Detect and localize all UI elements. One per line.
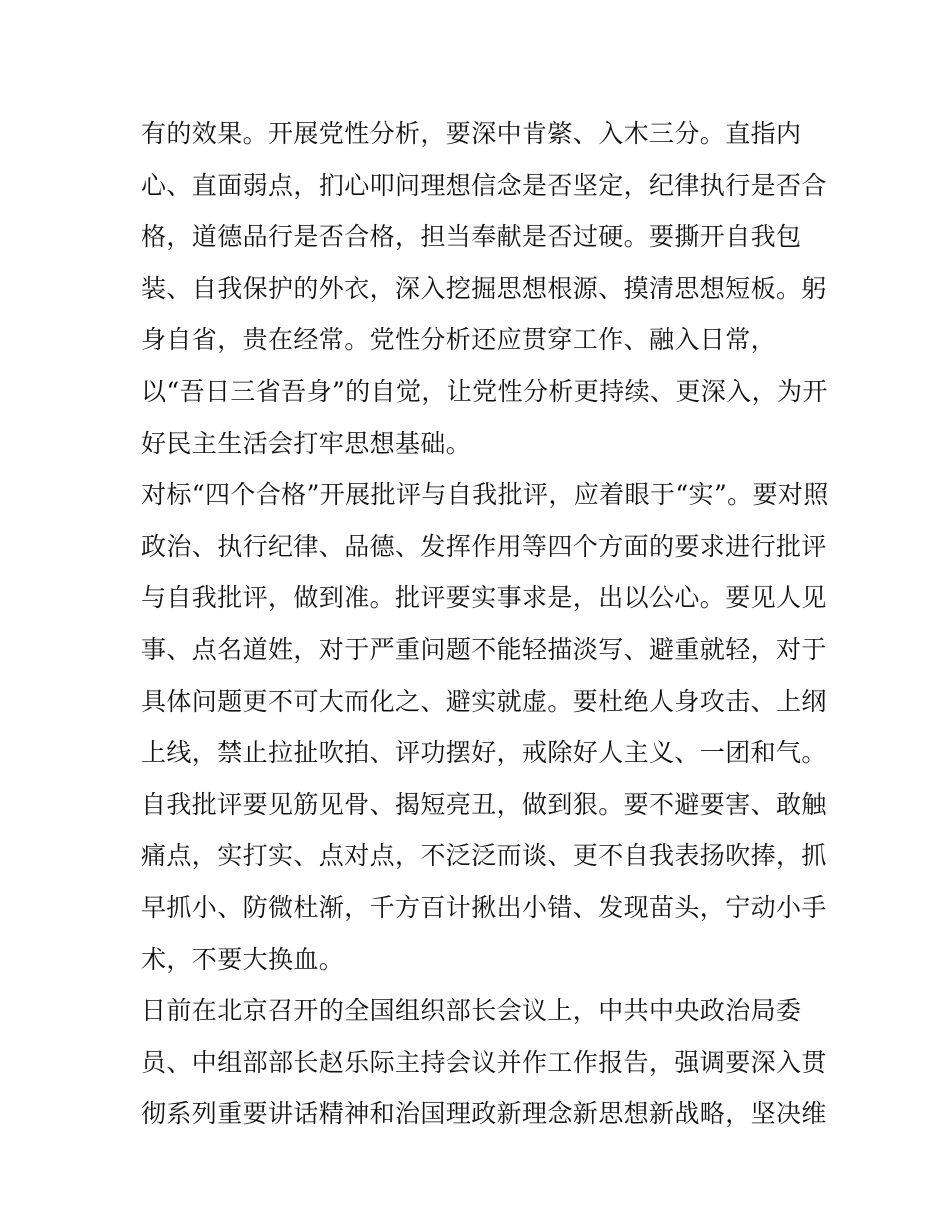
- text-line: 格，道德品行是否合格，担当奉献是否过硬。要撕开自我包: [141, 222, 802, 252]
- text-line: 早抓小、防微杜渐，千方百计揪出小错、发现苗头，宁动小手: [141, 892, 827, 922]
- text-line: 有的效果。开展党性分析，要深中肯綮、入木三分。直指内: [141, 119, 802, 148]
- text-line: 自我批评要见筋见骨、揭短亮丑，做到狠。要不避要害、敢触: [141, 789, 827, 819]
- text-line: 日前在北京召开的全国组织部长会议上，中共中央政治局委: [141, 996, 802, 1026]
- text-line: 彻系列重要讲话精神和治国理政新理念新思想新战略，坚决维: [141, 1099, 827, 1129]
- text-line: 具体问题更不可大而化之、避实就虚。要杜绝人身攻击、上纲: [141, 686, 827, 716]
- text-line: 政治、执行纪律、品德、发挥作用等四个方面的要求进行批评: [141, 531, 827, 561]
- text-line: 心、直面弱点，扪心叩问理想信念是否坚定，纪律执行是否合: [141, 170, 827, 200]
- text-line: 痛点，实打实、点对点，不泛泛而谈、更不自我表扬吹捧，抓: [141, 841, 827, 871]
- text-line: 上线，禁止拉扯吹拍、评功摆好，戒除好人主义、一团和气。: [141, 738, 827, 768]
- text-line: 术，不要大换血。: [141, 944, 345, 974]
- text-line: 员、中组部部长赵乐际主持会议并作工作报告，强调要深入贯: [141, 1047, 827, 1077]
- text-line: 事、点名道姓，对于严重问题不能轻描淡写、避重就轻，对于: [141, 634, 827, 664]
- text-line: 装、自我保护的外衣，深入挖掘思想根源、摸清思想短板。躬: [141, 273, 827, 303]
- text-line: 好民主生活会打牢思想基础。: [141, 428, 472, 458]
- text-line: 以“吾日三省吾身”的自觉，让党性分析更持续、更深入，为开: [141, 376, 828, 406]
- text-line: 与自我批评，做到准。批评要实事求是，出以公心。要见人见: [141, 583, 827, 613]
- document-body-text: [141, 108, 829, 1140]
- text-line: 对标“四个合格”开展批评与自我批评，应着眼于“实”。要对照: [141, 480, 829, 510]
- text-line: 身自省，贵在经常。党性分析还应贯穿工作、融入日常，: [141, 325, 777, 355]
